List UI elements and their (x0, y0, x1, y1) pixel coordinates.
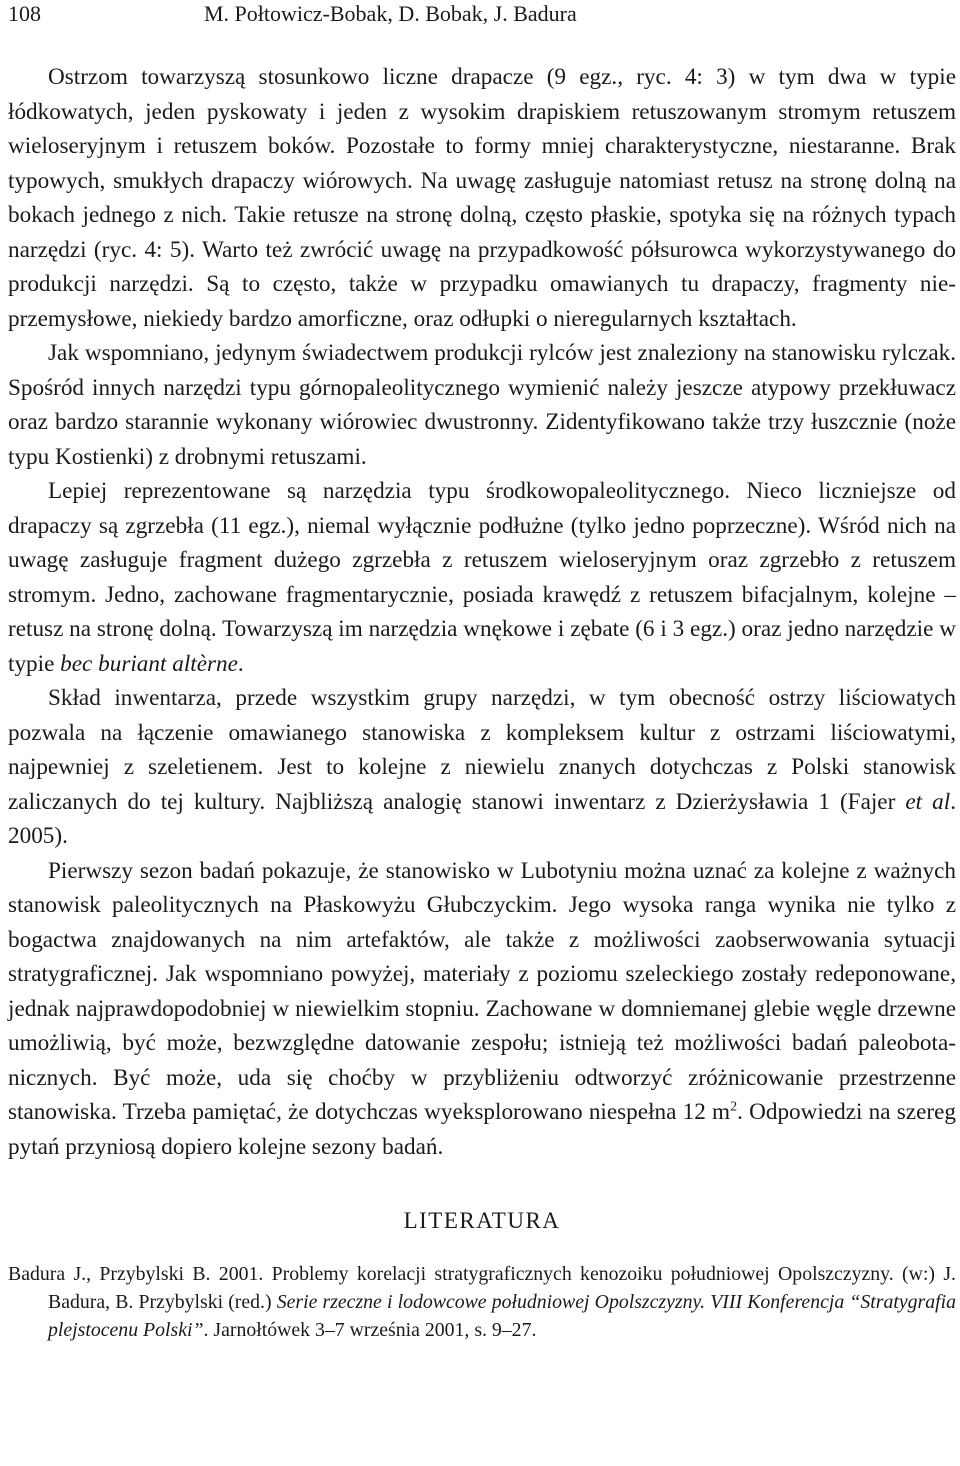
running-head-authors: M. Połtowicz-Bobak, D. Bobak, J. Badura (204, 1, 577, 26)
page-number: 108 (8, 1, 41, 26)
document-page (8, 0, 956, 1344)
body-text (8, 60, 956, 1164)
italic-citation: et al (905, 788, 951, 815)
paragraph-text: . Odpowiedzi na szereg pytań przyniosą dopiero kolejne sezony badań. (8, 1099, 956, 1160)
paragraph-text: Skład inwentarza, przede wszystkim grupy narzędzi, w tym obecność ostrzy liściowatych pozwala na łączenie omawianego stanowiska z kompleksem kultur z ostrzami liściowatymi, najpewniej z szeletienem. Jest to kolejne z niewielu znanych dotychczas z Polski stanowisk zaliczanych do tej kultury. Najbliższą analogię stanowi inwentarz z Dzierżysławia 1 (Fajer (8, 685, 956, 815)
paragraph (8, 681, 956, 854)
reference-entry (8, 1260, 956, 1344)
paragraph-text: Lepiej reprezentowane są narzędzia typu środkowopaleolitycznego. Nieco liczniejsze od drapaczy są zgrzebła (11 egz.), niemal wyłącznie podłużne (tylko jedno poprzeczne). Wśród nich na uwagę zasługuje fragment dużego zgrzebła z retuszem wieloseryjnym oraz zgrzebło z retuszem stromym. Jedno, zachowane fragmentarycznie, posiada krawędź z retuszem bifacjalnym, kolejne – retusz na stronę dolną. Towarzyszą im narzędzia wnękowe i zębate (6 i 3 egz.) oraz jedno narzędzie w typie (8, 478, 956, 677)
paragraph (8, 474, 956, 681)
paragraph-text: Ostrzom towarzyszą stosunkowo liczne drapacze (9 egz., ryc. 4: 3) w tym dwa w typie łódkowatych, jeden pyskowaty i jeden z wysokim drapiskiem retuszowanym stromym retuszem wieloseryjnym i retuszem boków. Pozostałe to formy mniej charakterystyczne, niestaranne. Brak typowych, smukłych drapaczy wiórowych. Na uwagę zasługuje natomiast retusz na stronę dolną na bokach jednego z nich. Takie retusze na stronę dolną, często płaskie, spotyka się na różnych typach narzędzi (ryc. 4: 5). Warto też zwrócić uwagę na przypadkowość półsurowca wykorzystywanego do produkcji narzędzi. Są to często, także w przypadku omawianych tu drapaczy, fragmenty nieprzemysłowe, niekiedy bardzo amorficzne, oraz odłupki o nieregularnych kształtach. (8, 64, 956, 332)
paragraph (8, 336, 956, 474)
italic-term: bec buriant altèrne (60, 650, 238, 677)
paragraph (8, 854, 956, 1165)
reference-title: Serie rzeczne i lodowcowe południowej Opolszczyzny. VIII Konferencja “Stratygrafia plejstocenu Polski” (48, 1291, 956, 1341)
paragraph-text: Pierwszy sezon badań pokazuje, że stanowisko w Lubotyniu można uznać za kolejne z ważnych stanowisk paleolitycznych na Płaskowyżu Głubczyckim. Jego wysoka ranga wynika nie tylko z bogactwa znajdowanych na nim artefaktów, ale także z możliwości zaobserwowania sytuacji stratygraficznej. Jak wspomniano powyżej, materiały z poziomu szeleckiego zostały redeponowane, jednak najprawdopodobniej w niewielkim stopniu. Zachowane w domniemanej glebie węgle drzewne umożliwią, być może, bezwzględne datowanie zespołu; istnieją też możliwości badań paleobotanicznych. Być może, uda się choćby w przybliżeniu odtworzyć zróżnicowanie przestrzenne stanowiska. Trzeba pamiętać, że dotychczas wyeksplorowano niespełna 12 m (8, 857, 956, 1125)
superscript: 2 (730, 1099, 738, 1115)
paragraph (8, 60, 956, 336)
paragraph-text: Jak wspomniano, jedynym świadectwem produkcji rylców jest znaleziony na stanowisku rylczak. Spośród innych narzędzi typu górnopaleolitycznego wymienić należy jeszcze atypowy przekłuwacz oraz bardzo starannie wykonany wiórowiec dwustronny. Zidentyfikowano także trzy łuszcznie (noże typu Kostienki) z drobnymi retuszami. (8, 340, 956, 470)
reference-text: Badura J., Przybylski B. 2001. Problemy korelacji stratygraficznych kenozoiku południowej Opolszczyzny. (w:) J. Badura, B. Przybylski (red.) (8, 1263, 956, 1313)
reference-list (8, 1260, 956, 1344)
paragraph-text: . (237, 650, 244, 677)
reference-text: . Jarnołtówek 3–7 września 2001, s. 9–27. (203, 1319, 537, 1341)
paragraph-text: . 2005). (8, 788, 956, 849)
running-head (8, 0, 956, 34)
section-heading: LITERATURA (403, 1208, 561, 1233)
